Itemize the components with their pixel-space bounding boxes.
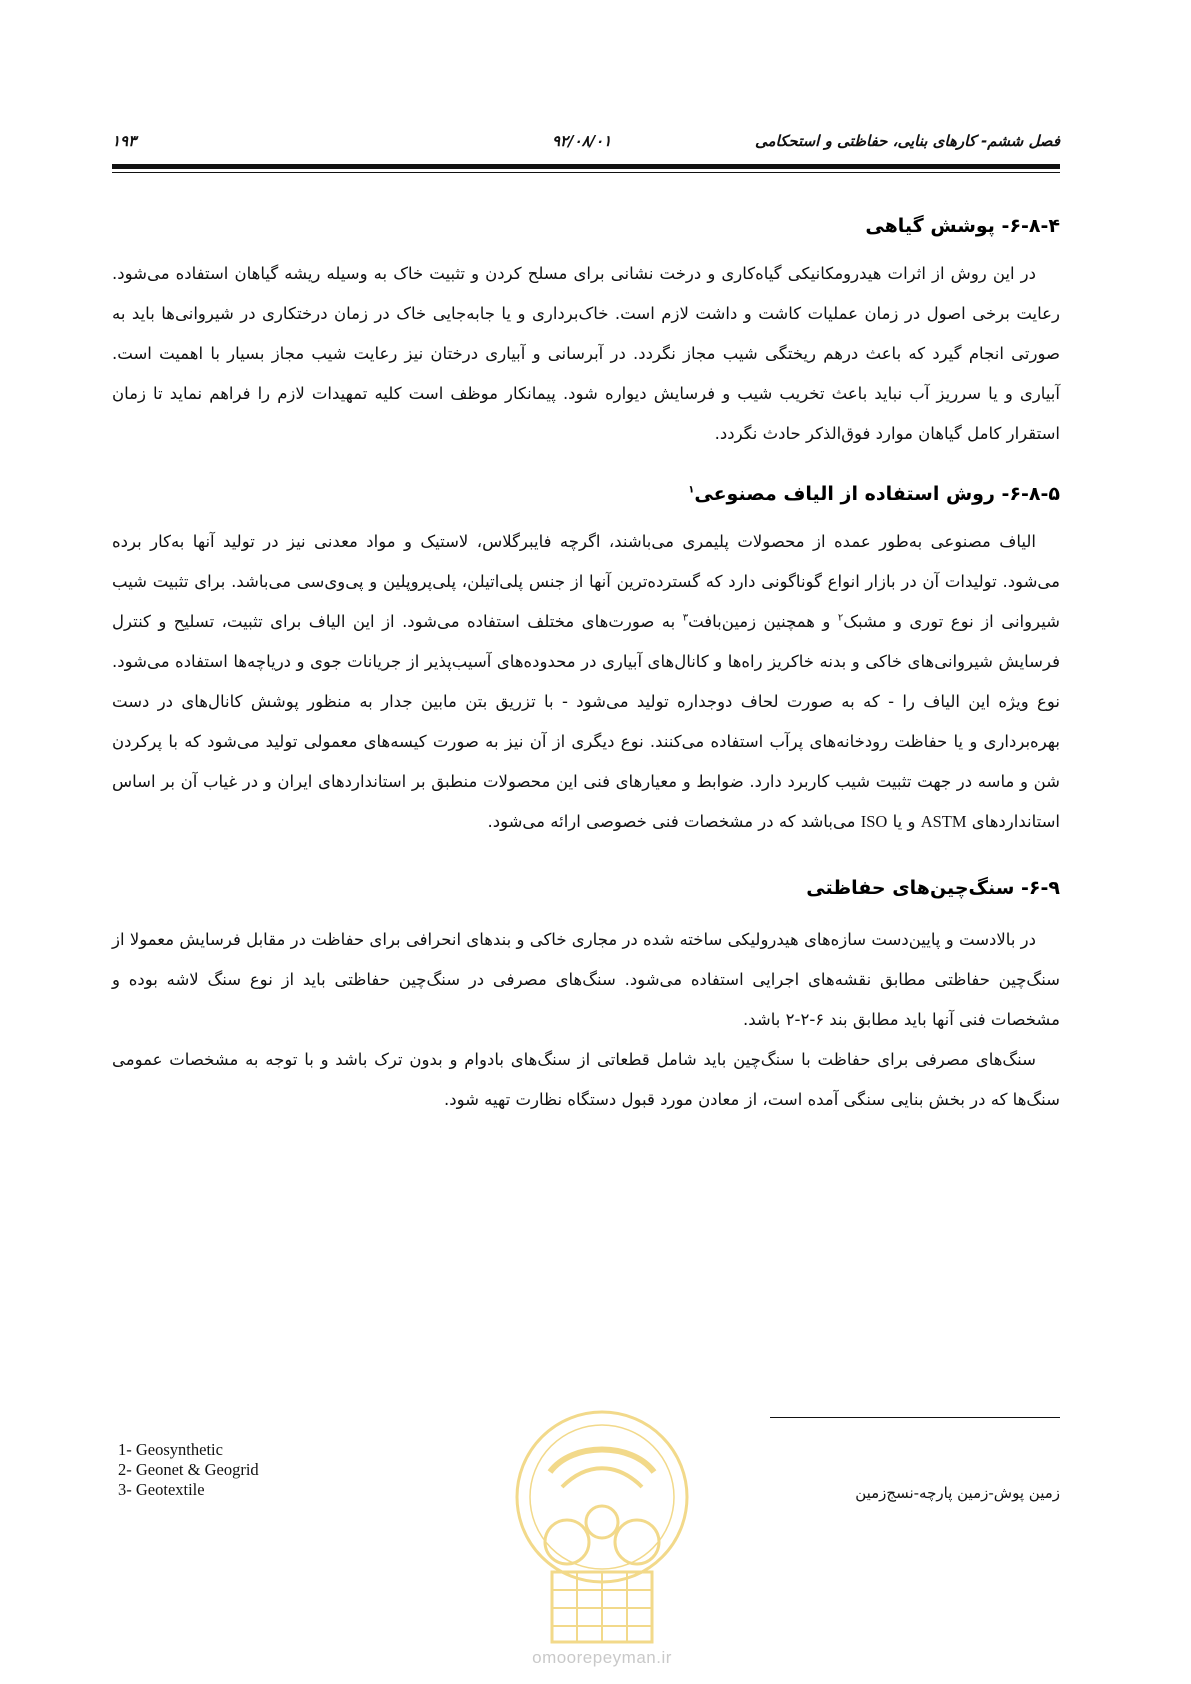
- chapter-title: فصل ششم- کارهای بنایی، حفاظتی و استحکامی: [755, 132, 1060, 150]
- standard-astm: ASTM: [920, 812, 967, 831]
- header-rule-thin: [112, 172, 1060, 173]
- section-paragraph-synthetic-fibers: [112, 522, 1060, 842]
- paragraph-text: به صورت‌های مختلف استفاده می‌شود. از این الیاف برای تثبیت، تسلیح و کنترل فرسایش شیروانی‌های خاکی و بدنه خاکریز راه‌ها و کانال‌های آبیاری در محدوده‌های آسیب‌پذیر از جریانات جوی و دریاچه‌ها استفاده می‌شود. نوع ویژه این الیاف را - که به صورت لحاف دوجداره تولید می‌شود - با تزریق بتن مابین جدار به منظور پوشش کانال‌های در دست بهره‌برداری و یا حفاظت رودخانه‌های پرآب استفاده می‌کنند. نوع دیگری از آن نیز به صورت کیسه‌های معمولی تولید می‌شود که با پرکردن شن و ماسه در جهت تثبیت شیب کاربرد دارد. ضوابط و معیارهای فنی این محصولات منطبق بر استانداردهای ایران و در غیاب آن بر اساس استانداردهای: [112, 612, 1060, 831]
- footnote-ref-2: ۲: [837, 612, 844, 624]
- footnote-ref-3: ۳: [682, 612, 689, 624]
- footnote-3: 3- Geotextile: [118, 1480, 205, 1499]
- revision-date: ۹۲/۰۸/۰۱: [552, 132, 612, 150]
- section-heading-riprap: ۶-۹- سنگ‌چین‌های حفاظتی: [806, 877, 1060, 899]
- paragraph-text: الیاف مصنوعی به‌طور عمده از محصولات پلیمری می‌باشند، اگرچه فایبرگلاس، لاستیک و مواد معدنی نیز در تولید آنها به‌کار برده می‌شود. تولیدات آن در بازار انواع گوناگونی دارد که گسترده‌ترین آنها از جنس پلی‌اتیلن، پلی‌پروپلین و پی‌وی‌سی می‌باشد. برای تثبیت شیب شیروانی از نوع توری و مشبک: [112, 532, 1060, 631]
- footnote-persian: زمین پوش-زمین پارچه-نسج‌زمین: [855, 1484, 1060, 1502]
- section-heading-synthetic-fibers: [112, 480, 1060, 508]
- header-rule-thick: [112, 164, 1060, 169]
- section-paragraph-vegetation: در این روش از اثرات هیدرومکانیکی گیاه‌کاری و درخت نشانی برای مسلح کردن و تثبیت خاک به وسیله ریشه گیاهان استفاده می‌شود. رعایت برخی اصول در زمان عملیات کاشت و داشت لازم است. خاک‌برداری و یا جابه‌جایی خاک در زمان درختکاری در شیروانی‌ها باید به صورتی انجام گیرد که باعث درهم ریختگی شیب مجاز نگردد. در آبرسانی و آبیاری درختان نیز رعایت شیب مجاز بسیار با اهمیت است. آبیاری و یا سرریز آب نباید باعث تخریب شیب و فرسایش دیواره شود. پیمانکار موظف است کلیه تمهیدات لازم را فراهم نماید تا زمان استقرار کامل گیاهان موارد فوق‌الذکر حادث نگردد.: [112, 264, 1060, 443]
- watermark-url: omoorepeyman.ir: [532, 1648, 672, 1667]
- section-paragraph-riprap-1: در بالادست و پایین‌دست سازه‌های هیدرولیکی ساخته شده در مجاری خاکی و بندهای انحرافی برای حفاظت در مقابل فرسایش معمولا از سنگ‌چین حفاظتی مطابق نقشه‌های اجرایی استفاده می‌شود. سنگ‌های مصرفی در سنگ‌چین حفاظتی باید از نوع سنگ لاشه بوده و مشخصات فنی آنها باید مطابق بند ۶-۲-۲ باشد.: [112, 930, 1060, 1029]
- footnote-rule: [770, 1417, 1060, 1418]
- watermark-seal-icon: [492, 1402, 712, 1662]
- main-content: [112, 212, 1060, 1120]
- section-paragraph-riprap-2: سنگ‌های مصرفی برای حفاظت با سنگ‌چین باید شامل قطعاتی از سنگ‌های بادوام و بدون ترک باشد و با توجه به مشخصات عمومی سنگ‌ها که در بخش بنایی سنگی آمده است، از معادن مورد قبول دستگاه نظارت تهیه شود.: [112, 1050, 1060, 1109]
- standard-iso: ISO: [860, 812, 888, 831]
- footnote-2: 2- Geonet & Geogrid: [118, 1460, 259, 1479]
- page-header: [112, 128, 1060, 158]
- paragraph-text: می‌باشد که در مشخصات فنی خصوصی ارائه می‌شود.: [487, 812, 861, 831]
- footnote-1: 1- Geosynthetic: [118, 1440, 223, 1459]
- section-heading-vegetation: ۶-۸-۴- پوشش گیاهی: [865, 215, 1060, 237]
- page-number: ۱۹۳: [112, 132, 137, 150]
- paragraph-text: و یا: [887, 812, 921, 831]
- paragraph-text: و همچنین زمین‌بافت: [688, 612, 838, 631]
- section-heading-text: ۶-۸-۵- روش استفاده از الیاف مصنوعی: [694, 483, 1060, 505]
- footnotes-english: [118, 1440, 259, 1500]
- footnote-ref-1: ۱: [688, 484, 695, 496]
